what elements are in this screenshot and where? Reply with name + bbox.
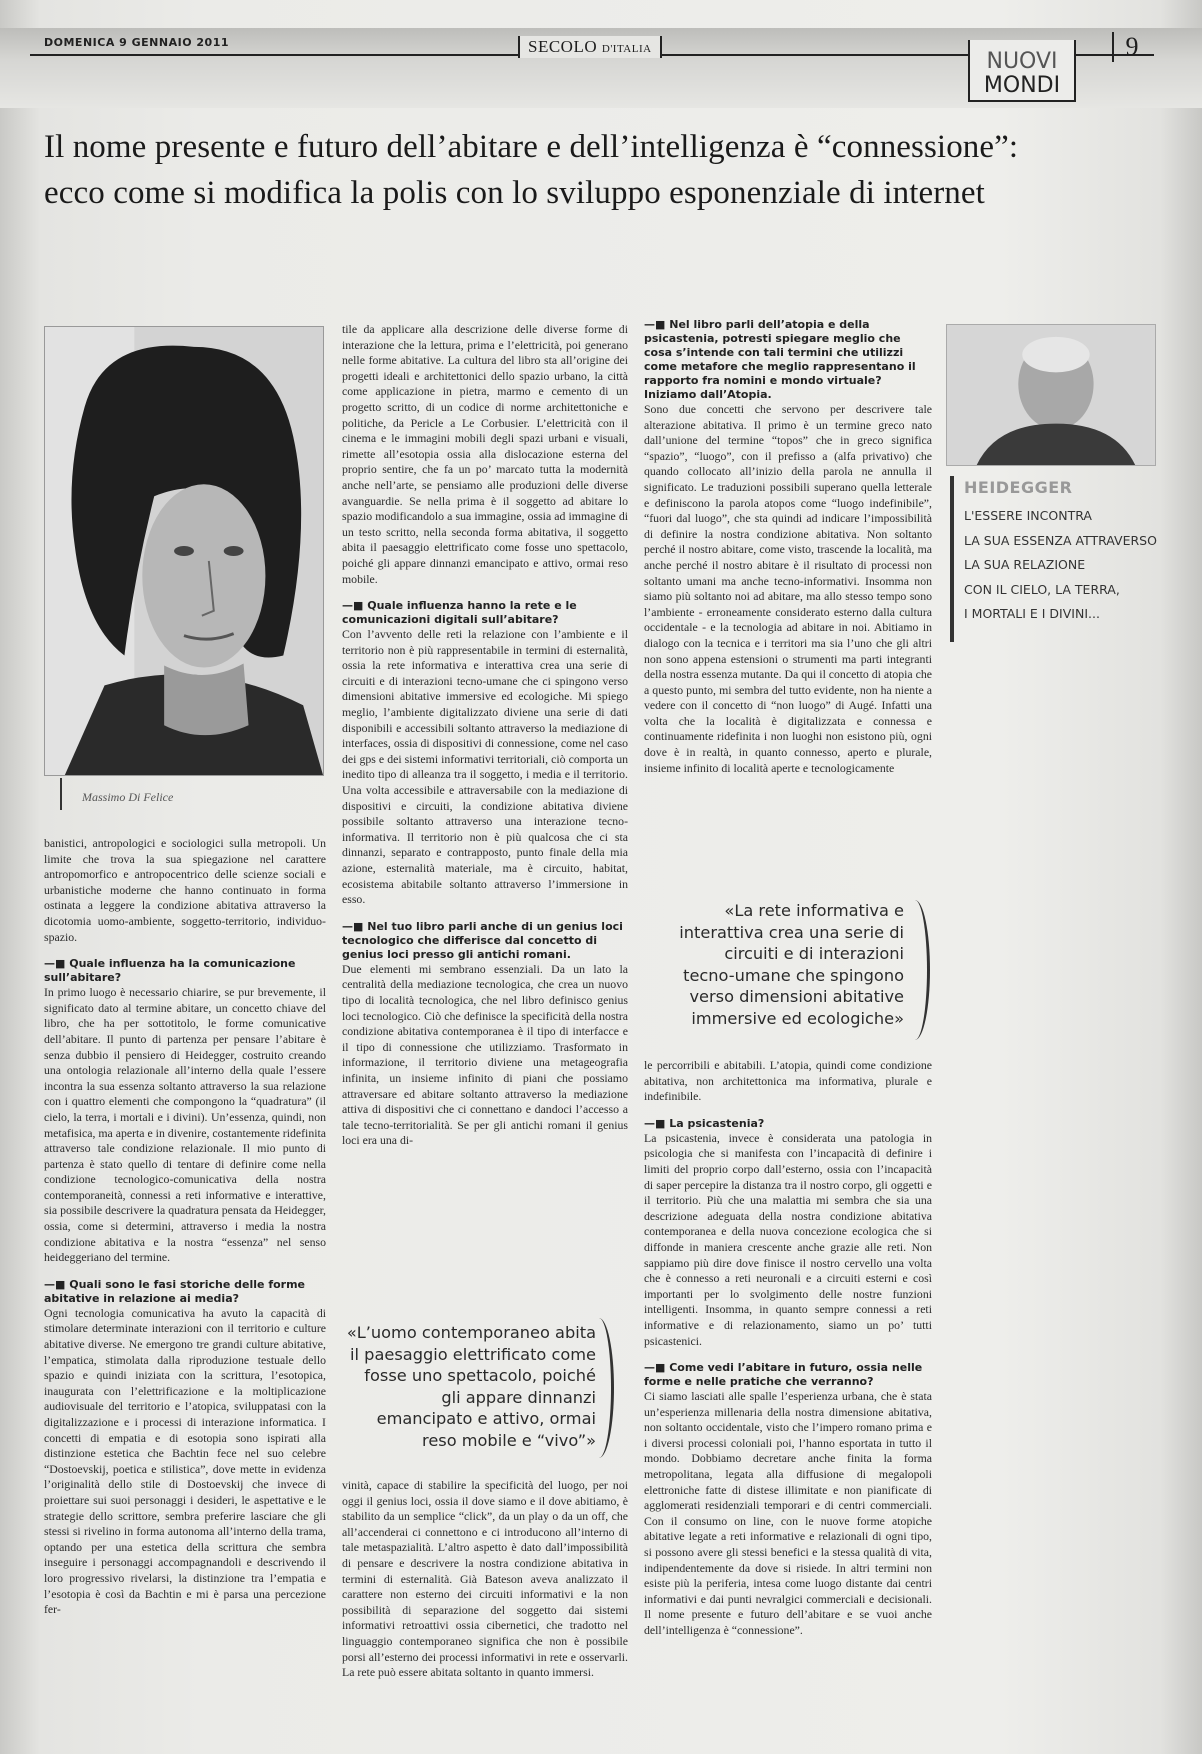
interview-question: [644, 318, 932, 402]
article-column-1: [44, 836, 326, 1742]
interview-question: [644, 1361, 932, 1389]
article-paragraph: tile da applicare alla descrizione delle diverse forme di interazione che la lettura, prima e l’elettricità, poi generano nelle forme abitative. La cultura del libro sta all’origine dei progetti ideali e architettonici dello spazio urbano, la città come applicazione in pietra, marmo e cemento di un progetto scritto, di un codice di norme architettoniche e politiche, da Pericle a Le Corbusier. L’elettricità con il cinema e le immagini mobili degli spazi urbani e visuali, rimette all’esotopia ossia alla dislocazione esterna del proprio sentire, che fa un po’ marcato tutta la modernità anche nell’arte, se pensiamo alle produzioni delle diverse avanguardie. Se nella prima è il soggetto ad abitare lo spazio modificandolo a sua immagine, ossia ad immagine di un testo scritto, nella seconda forma abitativa, il soggetto abita il paesaggio elettrificato come fosse uno spettacolo, poiché gli appare dinnanzi emancipato e attivo, ormai reso mobile.: [342, 322, 628, 586]
article-paragraph: le percorribili e abitabili. L’atopia, quindi come condizione abitativa, non architettonica ma informativa, plurale e indefinibile.: [644, 1058, 932, 1104]
article-column-2-continued: [342, 1478, 628, 1742]
pull-quote-1: «La rete informativa e interattiva crea una serie di circuiti e di interazioni tecno-umane che spingono verso dimensioni abitative immersive ed ecologiche»: [679, 901, 904, 1028]
section-label: [968, 40, 1076, 102]
question-text: Quali sono le fasi storiche delle forme abitative in relazione ai media?: [44, 1277, 306, 1305]
question-text: Nel tuo libro parli anche di un genius loci tecnologico che differisce dal concetto di genius loci presso gli antichi romani.: [342, 919, 623, 961]
sidebar-line: I MORTALI E I DIVINI...: [964, 606, 1100, 621]
article-paragraph: Ogni tecnologia comunicativa ha avuto la capacità di stimolare determinate interazioni con il territorio e culture abitative diverse. Ne emergono tre grandi culture abitative, l’empatica, stimolata dalla riproduzione testuale dello spazio e quindi iniziata con la scrittura, l’esotopica, inaugurata con l’elettrificazione e la moltiplicazione audiovisuale del territorio e l’atopica, sviluppatasi con la digitalizzazione e i processi di interazione informatica. I concetti di empatia e di esotopia sono ispirati alla distinzione estetica che Bachtin fece nel suo celebre “Dostoevskij, poetica e stilistica”, dove mette in evidenza l’originalità dello stile di Dostoevskij che invece di proiettare sui suoi personaggi i desideri, le aspettative e le strategie dello scrittore, sembra preferire lasciare che gli stessi si rivelino in forma autonoma all’interno della trama, optando per una estetica della scrittura che sembra inseguire i personaggi accompagnandoli e descrivendo il loro progressivo rivelarsi, la distinzione tra l’empatia e l’esotopia è così da Bachtin e mi è parsa una percezione fer-: [44, 1305, 326, 1617]
sidebar-line: L'ESSERE INCONTRA: [964, 508, 1092, 523]
sidebar-line: LA SUA ESSENZA ATTRAVERSO: [964, 532, 1157, 548]
headline-line2: ecco come si modifica la polis con lo sviluppo esponenziale di internet: [44, 175, 985, 211]
portrait-photo: [44, 326, 324, 776]
article-column-2: [342, 322, 628, 1412]
caption-rule: [60, 778, 62, 810]
sidebar-quote: [964, 504, 1164, 627]
sidebar-title: HEIDEGGER: [964, 478, 1073, 497]
headline-line1: Il nome presente e futuro dell’abitare e dell’intelligenza è “connessione”:: [44, 129, 1019, 165]
article-paragraph: In primo luogo è necessario chiarire, se pur brevemente, il significato dato al termine abitare, un concetto chiave del libro, che ha per sottotitolo, le forme comunicative dell’abitare. Il punto di partenza per pensare l’abitare è senza dubbio il pensiero di Heidegger, costruito creando una ontologia relazionale all’interno della quale l’essere incontra la sua essenza soltanto attraverso la sua relazione con i quattro elementi che compongono la “quadratura” (il cielo, la terra, i mortali e i divini). Un’essenza, quindi, non metafisica, ma aperta e in divenire, costantemente ridefinita attraverso tale condizione relazionale. Il mio punto di partenza è stato quello di tentare di definire come nella condizione tecnologico-comunicativa della nostra contemporaneità, connessi a reti informative e interattive, sia possibile descrivere la quadratura pensata da Heidegger, ossia, come si determini, attraverso i media la nostra condizione abitativa e la nostra “essenza” nel senso heideggeriano del termine.: [44, 985, 326, 1265]
heidegger-illustration: [947, 325, 1155, 465]
portrait-illustration: [45, 327, 323, 775]
article-column-3: [644, 318, 932, 866]
photo-caption: Massimo Di Felice: [82, 790, 174, 804]
pull-quote-bracket: [900, 900, 930, 1040]
article-paragraph: Con l’avvento delle reti la relazione con l’ambiente e il territorio non è più rappresentabile in termini di esternalità, ossia la rete informativa e interattiva crea una serie di circuiti e di interazioni tecno-umane che ci spingono verso dimensioni abitative immersive ed ecologiche. Mi spiego meglio, l’ambiente digitalizzato diviene una serie di dati disponibili e accessibili soltanto attraverso la mediazione di interfaces, ossia di dispositivi di connessione, come nel caso dei gps e dei sistemi informativi territoriali, ciò comporta un inedito tipo di alleanza tra il soggetto, i media e il territorio. Una volta accessibile e attraversabile con la mediazione di dispositivi e circuiti, la condizione abitativa diviene possibile soltanto attraverso una interazione tecno-informativa. Il territorio non è più qualcosa che ci sta dinnanzi, separato e contrapposto, punto finale della mia azione, esternalità materiale, ma è circuito, habitat, ecosistema abitabile soltanto attraverso l’immersione in esso.: [342, 627, 628, 907]
headline: [44, 124, 1154, 216]
heidegger-photo: [946, 324, 1156, 466]
article-column-3-continued: [644, 1058, 932, 1742]
sidebar-line: CON IL CIELO, LA TERRA,: [964, 581, 1120, 597]
pull-quote-bracket: [584, 1318, 614, 1458]
article-paragraph: vinità, capace di stabilire la specificità del luogo, per noi oggi il genius loci, ossia il dove siamo e il dove abitiamo, è stabilito da un semplice “click”, da un play o da un off, che all’accenderai ci connettono e ci introducono all’interno di tale metaspazialità. L’altro aspetto è dato dall’impossibilità di pensare e descrivere la nostra condizione abitativa in termini di esternalità. Già Bateson aveva analizzato il carattere non esterno dei circuiti informativi e la non possibilità di separazione del soggetto dai sistemi informativi retroattivi ossia cibernetici, che tradotto nel linguaggio contemporaneo significa che non è possibile porsi all’esterno dei processi informativi in rete e osservarli. La rete può essere abitata soltanto in quanto immersi.: [342, 1478, 628, 1680]
article-paragraph: Due elementi mi sembrano essenziali. Da un lato la centralità della mediazione tecnologica, che crea un nuovo tipo di località tecnologica, che nel libro definisco genius loci tecnologico. Ciò che definisce la specificità della nostra condizione abitativa contemporanea è il tipo di interfacce e il tipo di connessione che utilizziamo. Trasformato in informazione, il territorio diviene una metageografia infinita, un insieme infinito di piani che possiamo attraversare ed abitare soltanto attraverso la mediazione attiva di dispositivi che ci connettano e dandoci l’accesso a tale tecno-territorialità. Se per gli antichi romani il genius loci era una di-: [342, 961, 628, 1148]
question-text: Nel libro parli dell’atopia e della psicastenia, potresti spiegare meglio che cosa s’intende con tali termini che utilizzi come metafore che meglio rappresentano il rapporto fra nomini e mondo virtuale? Iniziamo dall’Atopia.: [644, 318, 916, 401]
interview-question: [44, 1278, 326, 1306]
interview-question: [644, 1117, 932, 1131]
interview-question: [342, 599, 628, 627]
section-label-line1: NUOVI: [986, 49, 1058, 74]
pull-quote-2: «L’uomo contemporaneo abita il paesaggio elettrificato come fosse uno spettacolo, poiché gli appare dinnanzi emancipato e attivo, ormai reso mobile e “vivo”»: [346, 1323, 596, 1450]
interview-question: [342, 920, 628, 962]
question-text: La psicastenia?: [669, 1116, 765, 1130]
masthead-main: SECOLO: [528, 37, 598, 56]
question-text: Quale influenza hanno la rete e le comunicazioni digitali sull’abitare?: [342, 599, 577, 627]
article-paragraph: Sono due concetti che servono per descrivere tale alterazione abitativa. Il primo è un termine greco nato dall’unione del termine “topos” che in greco significa “spazio”, “luogo”, con il prefisso a (alfa privativo) che quando collocato all’inizio della parola ne annulla il significato. Le traduzioni possibili superano quella letterale e definiscono la parola atopos come “luogo indefinibile”, “fuori dal luogo”, che sta quindi ad indicare l’impossibilità di definire la nostra condizione abitativa. Non soltanto perché il nostro abitare, come visto, trascende la località, ma anche perché il nostro abitare è il risultato di processi non soltanto umani ma anche tecno-informativi. Insomma non siamo più soltanto noi ad abitare, ma allo stesso tempo sono l’ambiente - erroneamente considerato esterno dalla cultura occidentale - e la tecnologia ad abitare in noi. Abitiamo in dialogo con la tecnica e i territori ma sia l’uno che gli altri non sono appena estensioni o strumenti ma parti integranti della nostra essenza mutante. Da qui il concetto di atopia che a questo punto, mi sembra del tutto evidente, non ha niente a vedere con il concetto di “non luogo” di Augé. Infatti una volta che la località è digitalizzata e connessa e continuamente ridefinita i non luoghi non esistono più, ogni dove è in realtà, in quanto connesso, aperto e plurale, insieme infinito di località aperte e tecnologicamente: [644, 402, 932, 775]
question-text: Come vedi l’abitare in futuro, ossia nelle forme e nelle pratiche che verranno?: [644, 1361, 923, 1389]
article-paragraph: Ci siamo lasciati alle spalle l’esperienza urbana, che è stata un’esperienza millenaria della nostra dimensione abitativa, non soltanto occidentale, visto che l’impero romano prima e i diversi processi coloniali poi, l’hanno esportata in tutto il mondo. Dobbiamo decretare anche finita la forma metropolitana, legata alla diffusione di megalopoli elettroniche fatte di distese illimitate e non pianificate di agglomerati residenziali temporari e di centri commerciali. Con il consumo on line, con le nuove forme atopiche abitative legate a reti informative e relazionali di ogni tipo, si possono avere gli stessi benefici e la stessa qualità di vita, indipendentemente da dove si risiede. In altri termini non esiste più la periferia, intesa come luogo distante dai centri informativi e dai punti nevralgici commerciali e decisionali. Il nome presente e futuro dell’abitare e se vuoi anche dell’intelligenza è “connessione”.: [644, 1389, 932, 1637]
article-paragraph: La psicastenia, invece è considerata una patologia in psicologia che si manifesta con l’incapacità di definire i limiti del proprio corpo dall’esterno, ossia con l’incapacità di saper percepire la distanza tra il nostro corpo, gli oggetti e il territorio. Più che una malattia mi sembra che sia una descrizione adeguata della nostra condizione abitativa contemporanea e della nuova concezione ecologica che si diffonde in maniera crescente anche grazie alle reti. Non sappiamo più dire dove finisce il nostro cervello una volta che è connesso a reti neuronali e a circuiti esterni e così importanti per lo svolgimento delle nostre funzioni intelligenti. Insomma, in quanto sempre connessi a reti informative e di relazionamento, siamo un po’ tutti psicastenici.: [644, 1130, 932, 1348]
sidebar-line: LA SUA RELAZIONE: [964, 557, 1086, 572]
interview-question: [44, 957, 326, 985]
page-number: 9: [1112, 32, 1150, 62]
dateline: DOMENICA 9 GENNAIO 2011: [44, 36, 229, 49]
masthead: [518, 36, 662, 58]
question-text: Quale influenza ha la comunicazione sull’abitare?: [44, 957, 296, 985]
article-paragraph: banistici, antropologici e sociologici sulla metropoli. Un limite che trova la sua spiegazione nel carattere antropomorfico e antropocentrico delle scienze sociali e urbanistiche moderne che hanno continuato in forma ostinata a leggere la condizione abitativa attraverso la dicotomia uomo-ambiente, soggetto-territorio, individuo-spazio.: [44, 836, 326, 944]
sidebar-rule: [950, 476, 954, 642]
section-label-line2: MONDI: [983, 73, 1061, 98]
masthead-small: D'ITALIA: [601, 43, 652, 55]
